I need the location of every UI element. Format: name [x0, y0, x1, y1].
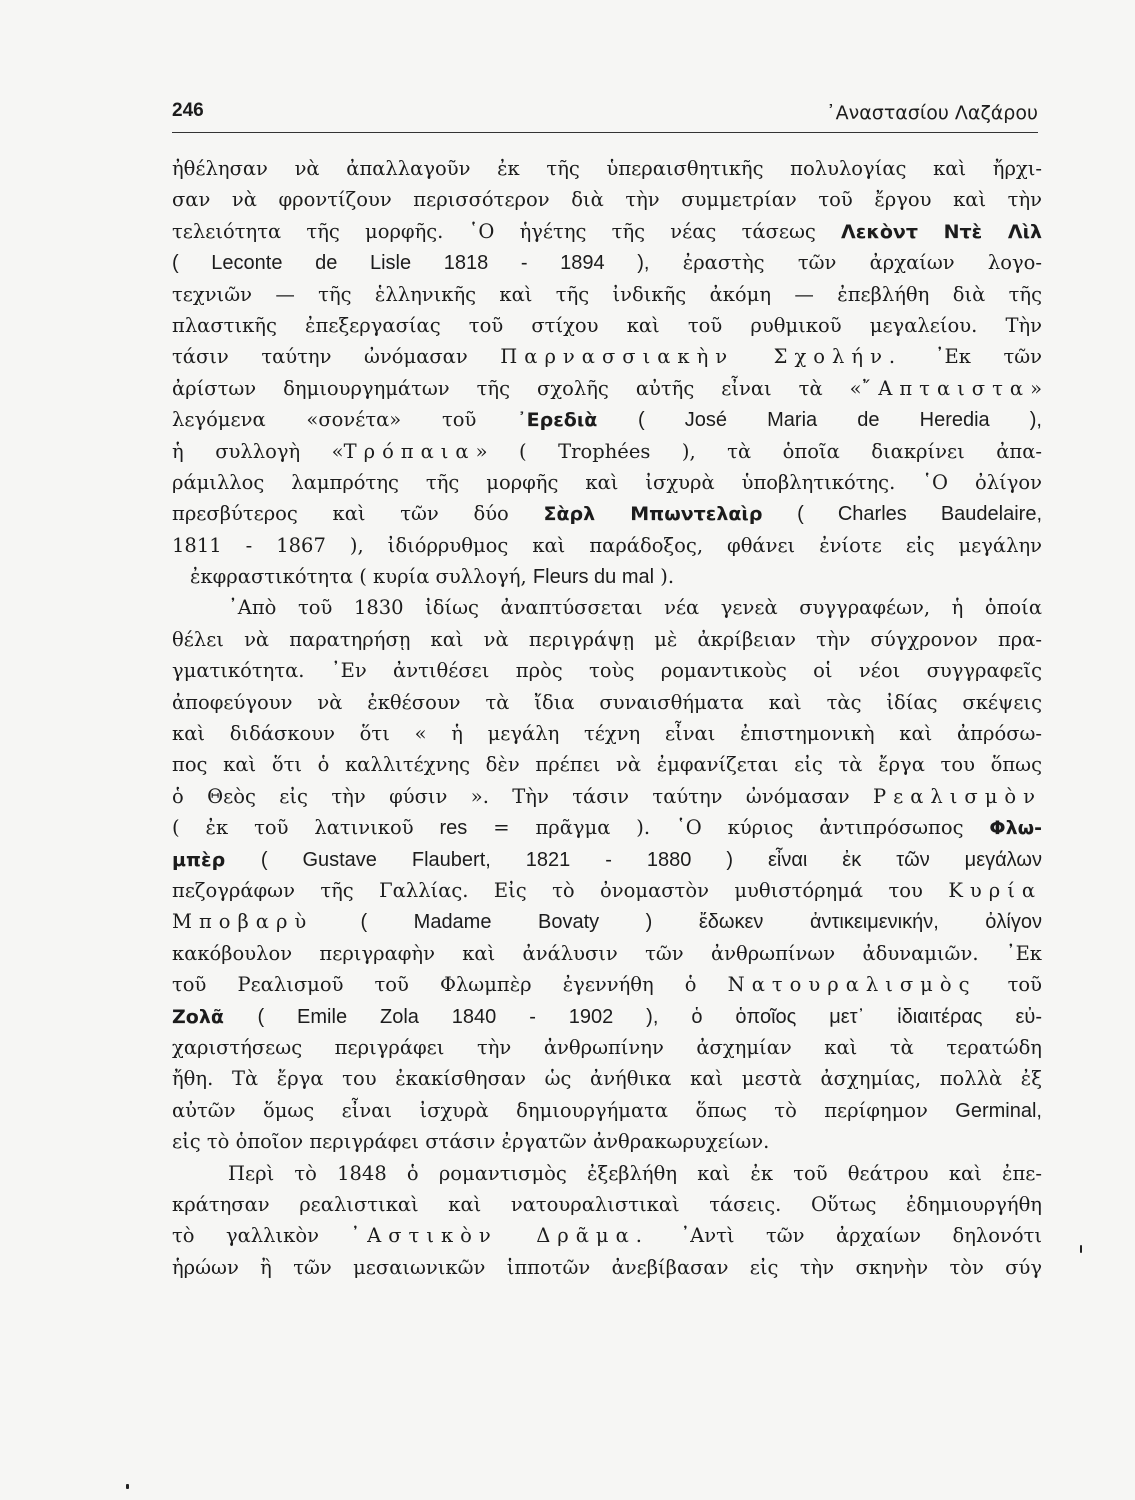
text-line: κράτησαν ρεαλιστικαὶ καὶ νατουραλιστικαὶ τάσεις. Οὕτως ἐδημιουργήθη	[172, 1192, 1042, 1216]
page-header	[172, 98, 1038, 133]
text-line: μπὲρ ( Gustave Flaubert, 1821 - 1880 ) εἶναι ἐκ τῶν μεγάλων	[172, 848, 1042, 871]
text-line: ( ἐκ τοῦ λατινικοῦ res = πρᾶγμα ). ῾Ο κύριος ἀντιπρόσωπος Φλω-	[172, 816, 1042, 840]
text-line: Περὶ τὸ 1848 ὁ ρομαντισμὸς ἐξεβλήθη καὶ ἐκ τοῦ θεάτρου καὶ ἐπε-	[228, 1161, 1042, 1185]
text-line: ὁ Θεὸς εἰς τὴν φύσιν ». Τὴν τάσιν ταύτην ὠνόμασαν Ρεαλισμὸν	[172, 784, 1042, 808]
paragraph	[172, 153, 1042, 592]
text-line: Ζολᾶ ( Emile Zola 1840 - 1902 ), ὁ ὁποῖος μετ᾿ ἰδιαιτέρας εὐ-	[172, 1005, 1042, 1028]
text-line: τάσιν ταύτην ὠνόμασαν Παρνασσιακὴν Σχολήν. ᾿Εκ τῶν	[172, 345, 1042, 369]
paragraph	[172, 592, 1042, 1157]
running-head: ᾿Αναστασίου Λαζάρου	[826, 102, 1038, 124]
text-line: ἀποφεύγουν νὰ ἐκθέσουν τὰ ἴδια συναισθήματα καὶ τὰς ἰδίας σκέψεις	[172, 690, 1042, 714]
text-line: ᾿Απὸ τοῦ 1830 ἰδίως ἀναπτύσσεται νέα γενεὰ συγγραφέων, ἡ ὁποία	[228, 596, 1042, 620]
text-line: χαριστήσεως περιγράφει τὴν ἀνθρωπίνην ἀσχημίαν καὶ τὰ τερατώδη	[172, 1035, 1042, 1059]
text-line: ἡρώων ἢ τῶν μεσαιωνικῶν ἱπποτῶν ἀνεβίβασαν εἰς τὴν σκηνὴν τὸν σύγ	[172, 1255, 1042, 1279]
text-line: πλαστικῆς ἐπεξεργασίας τοῦ στίχου καὶ τοῦ ρυθμικοῦ μεγαλείου. Τὴν	[172, 313, 1042, 337]
author-name: Φλω-	[989, 817, 1042, 840]
text-line: καὶ διδάσκουν ὅτι « ἡ μεγάλη τέχνη εἶναι ἐπιστημονικὴ καὶ ἀπρόσω-	[172, 722, 1042, 746]
text-line: θέλει νὰ παρατηρήσῃ καὶ νὰ περιγράψῃ μὲ ἀκρίβειαν τὴν σύγχρονον πρα-	[172, 627, 1042, 651]
author-name: Σὰρλ Μπωντελαὶρ	[543, 503, 763, 526]
text-line: αὐτῶν ὅμως εἶναι ἰσχυρὰ δημιουργήματα ὅπως τὸ περίφημον Germinal,	[172, 1098, 1042, 1122]
spaced-term: Νατουραλισμὸς	[727, 973, 977, 997]
text-line: ἀρίστων δημιουργημάτων τῆς σχολῆς αὐτῆς εἶναι τὰ «῎Απταιστα»	[172, 376, 1042, 400]
text-line: ἤθη. Τὰ ἔργα του ἐκακίσθησαν ὡς ἀνήθικα καὶ μεστὰ ἀσχημίας, πολλὰ ἐξ	[172, 1067, 1042, 1091]
text-line: πεζογράφων τῆς Γαλλίας. Εἰς τὸ ὀνομαστὸν μυθιστόρημά του Κυρία	[172, 878, 1043, 902]
paragraph	[172, 1158, 1042, 1284]
spaced-term: ᾿Αστικὸν Δρᾶμα.	[350, 1224, 649, 1248]
text-line: σαν νὰ φροντίζουν περισσότερον διὰ τὴν συμμετρίαν τοῦ ἔργου καὶ τὴν	[172, 188, 1042, 212]
text-line: τεχνιῶν — τῆς ἑλληνικῆς καὶ τῆς ἰνδικῆς ἀκόμη — ἐπεβλήθη διὰ τῆς	[172, 282, 1042, 306]
text-line: ἐκφραστικότητα ( κυρία συλλογή, Fleurs du mal ).	[190, 565, 675, 589]
text-line: τοῦ Ρεαλισμοῦ τοῦ Φλωμπὲρ ἐγεννήθη ὁ Νατουραλισμὸς τοῦ	[172, 973, 1042, 997]
text-line: κακόβουλον περιγραφὴν καὶ ἀνάλυσιν τῶν ἀνθρωπίνων ἀδυναμιῶν. ᾿Εκ	[172, 941, 1042, 965]
text-line: Μποβαρὺ ( Madame Bovaty ) ἔδωκεν ἀντικειμενικήν, ὀλίγον	[172, 910, 1042, 934]
spaced-term: Κυρία	[948, 878, 1043, 902]
paper-speck	[1080, 1245, 1082, 1253]
text-line: ἠθέλησαν νὰ ἀπαλλαγοῦν ἐκ τῆς ὑπεραισθητικῆς πολυλογίας καὶ ἤρχι-	[172, 157, 1042, 180]
text-line: ( Leconte de Lisle 1818 - 1894 ), ἐραστὴς τῶν ἀρχαίων λογο-	[172, 251, 1042, 275]
body-text	[172, 153, 1042, 1283]
paper-speck	[126, 1484, 129, 1489]
text-line: 1811 - 1867 ), ἰδιόρρυθμος καὶ παράδοξος, φθάνει ἐνίοτε εἰς μεγάλην	[172, 533, 1042, 557]
text-line: γματικότητα. ᾿Εν ἀντιθέσει πρὸς τοὺς ρομαντικοὺς οἱ νέοι συγγραφεῖς	[172, 659, 1042, 683]
spaced-term: Παρνασσιακὴν Σχολήν.	[500, 345, 903, 369]
text-line: τελειότητα τῆς μορφῆς. ῾Ο ἡγέτης τῆς νέας τάσεως Λεκὸντ Ντὲ Λὶλ	[172, 219, 1042, 243]
text-line: πρεσβύτερος καὶ τῶν δύο Σὰρλ Μπωντελαὶρ ( Charles Baudelaire,	[172, 502, 1043, 526]
text-line: εἰς τὸ ὁποῖον περιγράφει στάσιν ἐργατῶν ἀνθρακωρυχείων.	[172, 1130, 770, 1154]
text-line: ράμιλλος λαμπρότης τῆς μορφῆς καὶ ἰσχυρὰ ὑποβλητικότης. ῾Ο ὀλίγον	[172, 470, 1042, 494]
author-name: Λεκὸντ Ντὲ Λὶλ	[841, 220, 1042, 243]
text-line: τὸ γαλλικὸν ᾿Αστικὸν Δρᾶμα. ᾿Αντὶ τῶν ἀρχαίων δηλονότι	[172, 1224, 1042, 1248]
text-line: λεγόμενα «σονέτα» τοῦ ᾿Ερεδιὰ ( José Maria de Heredia ),	[172, 408, 1042, 432]
author-name: Ζολᾶ	[172, 1005, 224, 1028]
spaced-term: Τρόπαια	[343, 439, 476, 463]
spaced-term: Μποβαρὺ	[172, 910, 314, 934]
author-name: ᾿Ερεδιὰ	[517, 409, 598, 432]
author-name: μπὲρ	[172, 848, 226, 871]
page-number: 246	[172, 100, 204, 121]
spaced-term: Ρεαλισμὸν	[873, 784, 1042, 808]
text-line: ἡ συλλογὴ «Τρόπαια» ( Trophées ), τὰ ὁποῖα διακρίνει ἀπα-	[172, 439, 1042, 463]
spaced-term: ῎Απταιστα	[861, 376, 1031, 400]
text-line: πος καὶ ὅτι ὁ καλλιτέχνης δὲν πρέπει νὰ ἐμφανίζεται εἰς τὰ ἔργα του ὅπως	[172, 753, 1042, 777]
